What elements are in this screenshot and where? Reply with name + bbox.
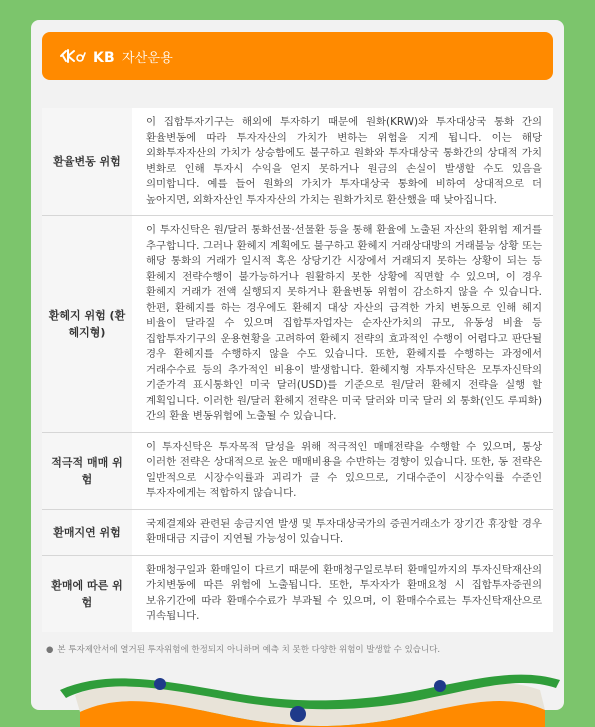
bullet-icon: ● [46,645,54,655]
risk-description: 환매청구일과 환매일이 다르기 때문에 환매청구일로부터 환매일까지의 투자신탁재산의 가치변동에 따른 위험에 노출됩니다. 또한, 투자자가 환매요청 시 집합투자증권의 보유기간에 따라 환매수수료가 부과될 수 있으며, 이 환매수수료는 투자신탁재산으로 귀속됩니다. [146,563,542,622]
risk-category: 환율변동 위험 [42,108,132,216]
risk-description: 국제결제와 관련된 송금지연 발생 및 투자대상국가의 증권거래소가 장기간 휴장할 경우 환매대금 지급이 지연될 가능성이 있습니다. [132,509,553,555]
content-card [31,20,564,710]
risk-category: 환매에 따른 위험 [42,555,132,632]
risk-table [42,108,553,632]
footnote [46,643,551,655]
risk-category: 환헤지 위험 (환헤지형) [42,216,132,433]
risk-row [42,108,553,216]
risk-row [42,509,553,555]
footnote-text: 본 투자제안서에 열거된 투자위험에 한정되지 아니하며 예측 치 못한 다양한 위험이 발생할 수 있습니다. [57,645,441,655]
risk-category: 환매지연 위험 [42,509,132,555]
decorative-ribbon [0,660,595,727]
risk-description: 이 투자신탁은 투자목적 달성을 위해 적극적인 매매전략을 수행할 수 있으며, 통상 이러한 전략은 상대적으로 높은 매매비용을 수반하는 경향이 있습니다. 또한, 동 전략은 일반적으로 시장수익률과 괴리가 클 수 있으므로, 기대수준이 시장수익률 수준인 투자자에게는 적합하지 않습니다. [132,432,553,509]
risk-row [42,555,553,632]
risk-description: 이 집합투자기구는 해외에 투자하기 때문에 원화(KRW)와 투자대상국 통화 간의 환율변동에 따라 투자자산의 가치가 변하는 위험을 지게 됩니다. 이는 해당 외화투자자산의 가치가 상승함에도 불구하고 원화와 투자대상국 통화간의 상대적 가치 변화로 인해 투자시 수익을 얻지 못하거나 원금의 손실이 발생할 수도 있음을 의미합니다. 예를 들어 원화의 가치가 투자대상국 통화에 비하여 상대적으로 더 높아지면, 외화자산인 투자자산의 가치는 원화가치로 환산했을 때 낮아집니다. [132,108,553,216]
brand-name: KB [93,49,115,66]
risk-description: 이 투자신탁은 원/달러 통화선물·선물환 등을 통해 환율에 노출된 자산의 환위험 제거를 추구합니다. 그러나 환헤지 계획에도 불구하고 환헤지 거래상대방의 거래불능 상황 또는 해당 통화의 거래가 일시적 혹은 상당기간 시장에서 거래되지 못하는 상황이 되는 등 환헤지 전략수행이 불가능하거나 원활하지 못한 상황에 직면할 수 있으며, 이 경우 환헤지 거래가 전액 실행되지 못하거나 환율변동 위험이 감소하지 않을 수 있습니다. 한편, 환헤지를 하는 경우에도 환헤지 대상 자산의 급격한 가치 변동으로 인해 헤지 비율이 달라질 수 있으며 집합투자업자는 순자산가치의 규모, 유동성 비율 등 집합투자기구의 운용현황을 고려하여 환헤지 전략의 효과적인 수행이 어렵다고 판단될 경우 환헤지를 수행하지 않을 수도 있습니다. 또한, 환헤지를 수행하는 과정에서 거래수수료 등의 추가적인 비용이 발생합니다. 환헤지형 자투자신탁은 모투자신탁의 기준가격 표시통화인 미국 달러(USD)를 기준으로 원/달러 환헤지 전략을 실행 할 계획입니다. 이러한 원/달러 환헤지 전략은 미국 달러와 미국 달러 외 통화(인도 루피화) 간의 환율 변동위험에 노출될 수 있습니다. [132,216,553,433]
brand-logo-text [93,47,173,66]
risk-row [42,432,553,509]
brand-sub: 자산운용 [122,50,174,66]
brand-header [42,32,553,80]
kb-star-logo-icon [59,48,87,64]
risk-row [42,216,553,433]
risk-category: 적극적 매매 위험 [42,432,132,509]
